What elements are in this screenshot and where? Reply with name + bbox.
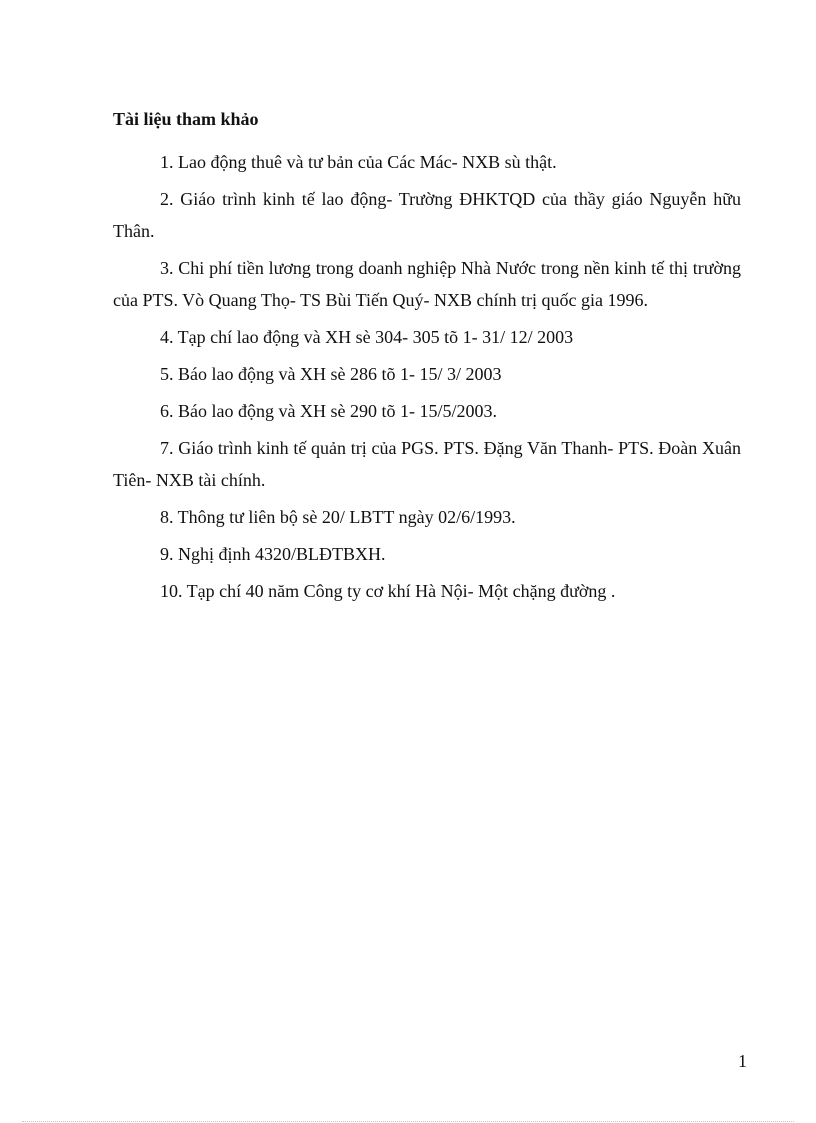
references-heading: Tài liệu tham khảo bbox=[113, 109, 259, 129]
page-bottom-divider bbox=[22, 1121, 794, 1122]
reference-item: 1. Lao động thuê và tư bản của Các Mác- NXB sù thật. bbox=[160, 152, 557, 172]
reference-item: 6. Báo lao động và XH sè 290 tõ 1- 15/5/2003. bbox=[160, 401, 497, 421]
reference-item: 7. Giáo trình kinh tế quản trị của PGS. PTS. Đặng Văn Thanh- PTS. Đoàn Xuân Tiên- NXB tài chính. bbox=[113, 438, 741, 490]
reference-item: 10. Tạp chí 40 năm Công ty cơ khí Hà Nội- Một chặng đường . bbox=[160, 581, 616, 601]
reference-item: 9. Nghị định 4320/BLĐTBXH. bbox=[160, 544, 386, 564]
reference-list bbox=[113, 146, 741, 612]
reference-item: 8. Thông tư liên bộ sè 20/ LBTT ngày 02/6/1993. bbox=[160, 507, 516, 527]
reference-item: 2. Giáo trình kinh tế lao động- Trường ĐHKTQD của thầy giáo Nguyễn hữu Thân. bbox=[113, 189, 741, 241]
reference-item: 3. Chi phí tiền lương trong doanh nghiệp Nhà Nước trong nền kinh tế thị trường của PTS. Vò Quang Thọ- TS Bùi Tiến Quý- NXB chính trị quốc gia 1996. bbox=[113, 258, 741, 310]
page-number: 1 bbox=[738, 1051, 747, 1071]
reference-item: 5. Báo lao động và XH sè 286 tõ 1- 15/ 3/ 2003 bbox=[160, 364, 502, 384]
reference-item: 4. Tạp chí lao động và XH sè 304- 305 tõ 1- 31/ 12/ 2003 bbox=[160, 327, 574, 347]
